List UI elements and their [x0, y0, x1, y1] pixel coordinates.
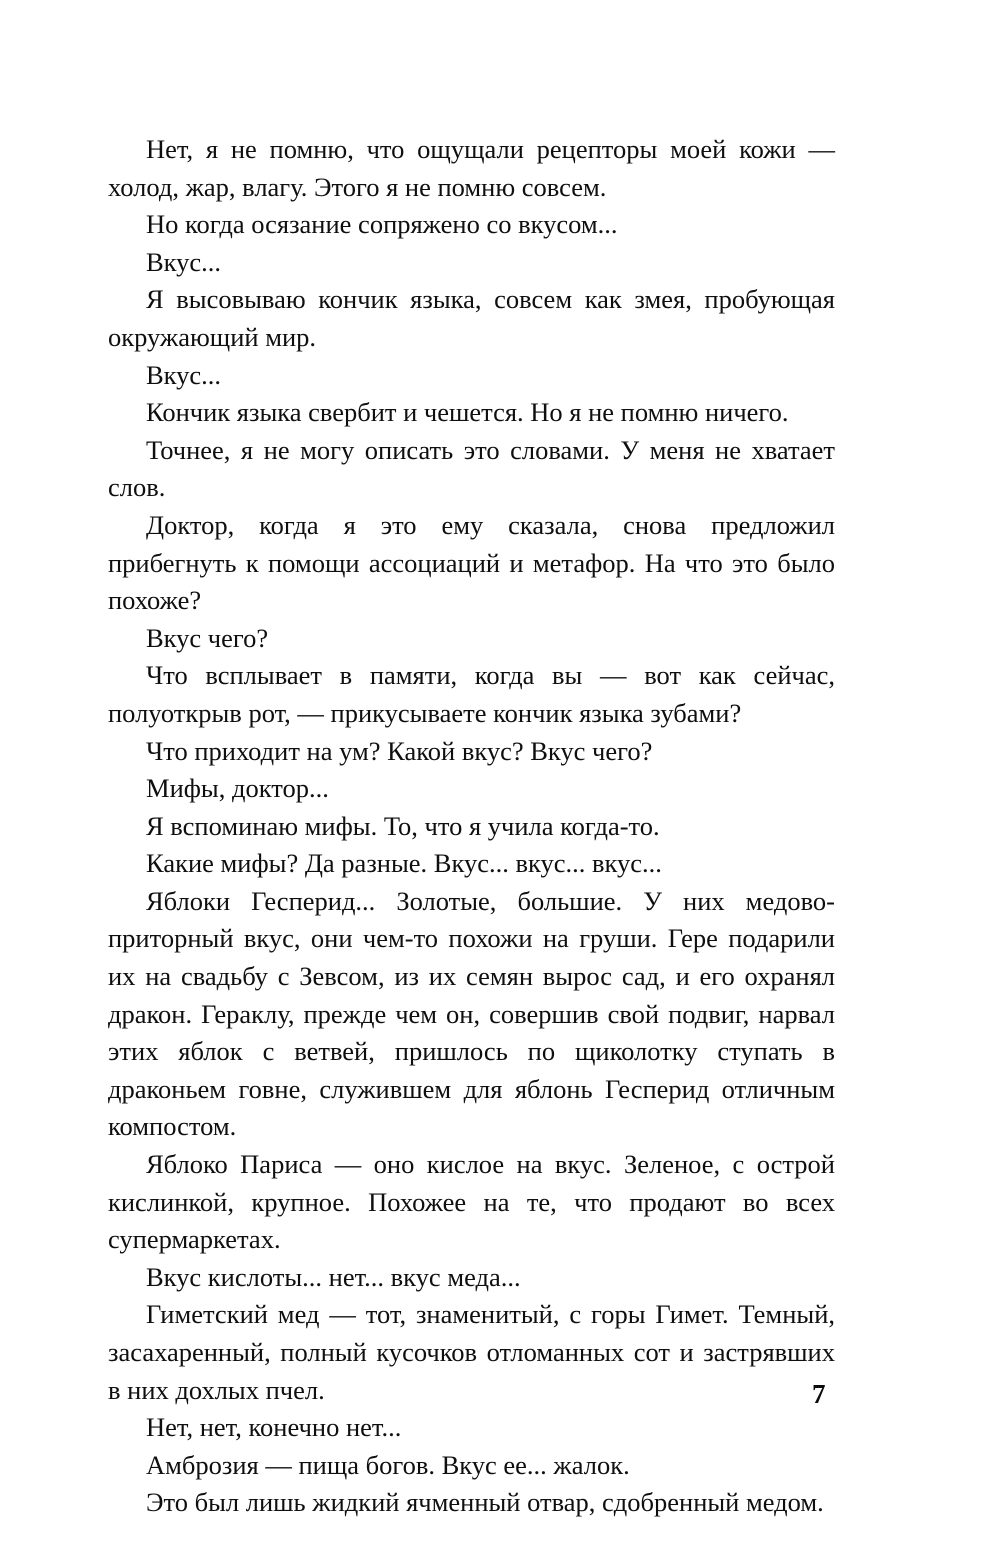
- paragraph: Доктор, когда я это ему сказала, снова предложил прибегнуть к помощи ассоциаций и метафор. На что это было похоже?: [108, 509, 835, 616]
- paragraph: Амброзия — пища богов. Вкус ее... жалок.: [146, 1449, 630, 1480]
- page-number: 7: [812, 1379, 826, 1409]
- paragraph: Вкус...: [146, 246, 222, 277]
- paragraph: Нет, нет, конечно нет...: [146, 1412, 402, 1443]
- body-text-column: [108, 131, 835, 1522]
- paragraph: Вкус кислоты... нет... вкус меда...: [146, 1261, 521, 1292]
- paragraph: Яблоко Париса — оно кислое на вкус. Зеленое, с острой кислинкой, крупное. Похожее на те, что продают во всех супермаркетах.: [108, 1149, 835, 1255]
- paragraph: Вкус...: [146, 359, 222, 390]
- paragraph: Но когда осязание сопряжено со вкусом...: [146, 209, 618, 240]
- paragraph: Точнее, я не могу описать это словами. У меня не хватает слов.: [108, 434, 835, 503]
- paragraph: Это был лишь жидкий ячменный отвар, сдобренный медом.: [146, 1487, 824, 1518]
- paragraph: Яблоки Гесперид... Золотые, большие. У них медово-приторный вкус, они чем-то похожи на груши. Гере подарили их на свадьбу с Зевсом, из их семян вырос сад, и его охранял дракон. Гераклу, прежде чем он, совершив свой подвиг, нарвал этих яблок с ветвей, пришлось по щиколотку ступать в драконьем говне, служившем для яблонь Гесперид отличным компостом.: [108, 885, 835, 1142]
- paragraph: Что всплывает в памяти, когда вы — вот как сейчас, полуоткрыв рот, — прикусываете кончик языка зубами?: [108, 660, 835, 728]
- paragraph: Гиметский мед — тот, знаменитый, с горы Гимет. Темный, засахаренный, полный кусочков отломанных сот и застрявших в них дохлых пчел.: [108, 1299, 835, 1405]
- paragraph: Мифы, доктор...: [146, 773, 329, 804]
- paragraph: Я вспоминаю мифы. То, что я учила когда-то.: [146, 810, 660, 841]
- paragraph: Кончик языка свербит и чешется. Но я не помню ничего.: [146, 397, 789, 428]
- paragraph: Что приходит на ум? Какой вкус? Вкус чего?: [146, 735, 653, 766]
- paragraph: Вкус чего?: [146, 622, 269, 653]
- paragraph: Какие мифы? Да разные. Вкус... вкус... вкус...: [146, 848, 662, 879]
- paragraph: Нет, я не помню, что ощущали рецепторы моей кожи — холод, жар, влагу. Этого я не помню совсем.: [108, 134, 835, 202]
- paragraph: Я высовываю кончик языка, совсем как змея, пробующая окружающий мир.: [108, 284, 835, 352]
